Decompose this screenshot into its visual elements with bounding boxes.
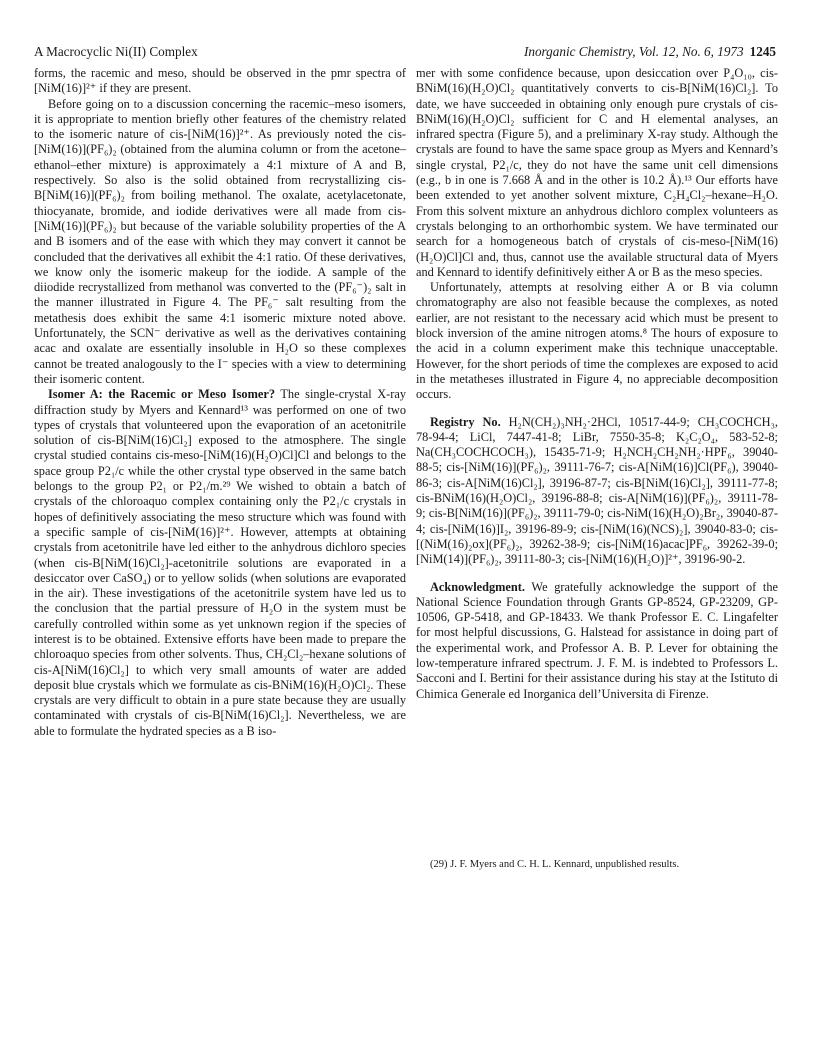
footnote-29: (29) J. F. Myers and C. H. L. Kennard, unpublished results. (430, 859, 680, 870)
running-title: A Macrocyclic Ni(II) Complex (34, 44, 198, 59)
acknowledgment-text: We gratefully acknowledge the support of the National Science Foundation through Grants GP-8524, GP-23209, GP-10506, GP-5418, and GP-18433. We thank Professor E. C. Lingafelter for most helpful discussions, G. Halstead for assistance in doing part of the experimental work, and Professor A. B. P. Lever for obtaining the low-temperature infrared spectrum. J. F. M. is indebted to Professors L. Sacconi and I. Bertini for their assistance during his stay at the Istituto di Chimica Generale ed Inorganica dell’Universita di Firenze. (416, 579, 778, 701)
right-column (416, 66, 778, 702)
section-heading-isomer-a: Isomer A: the Racemic or Meso Isomer? (48, 387, 276, 402)
running-header (34, 44, 776, 62)
paragraph-continuation-right: mer with some confidence because, upon desiccation over P₄O₁₀, cis-BNiM(16)(H₂O)Cl₂ quantitatively converts to cis-B[NiM(16)Cl₂]. To date, we have succeeded in obtaining only enough pure crystals of cis-BNiM(16)(H₂O)Cl₂ sufficient for C and H elemental analyses, an infrared spectra (Figure 5), and a preliminary X-ray study. Although the crystals are found to have the same space group as Myers and Kennard’s single crystal, P2₁/c, they do not have the same unit cell dimensions (e.g., b in one is 7.668 Å and in the other is 10.2 Å).¹³ Our efforts have been extended to yet another solvent mixture, C₂H₄Cl₂–hexane–H₂O. From this solvent mixture an anhydrous dichloro complex volunteers as crystals belonging to an orthorhombic system. We have terminated our search for a homogeneous batch of crystals of cis-meso-[NiM(16)(H₂O)Cl]Cl and, thus, cannot use the available structural data of Myers and Kennard to identify definitively either A or B as the meso species. (416, 66, 778, 279)
acknowledgment (416, 580, 778, 702)
journal-citation (524, 44, 776, 60)
paragraph-isomer-a (34, 387, 406, 739)
registry-heading: Registry No. (430, 414, 501, 429)
paragraph-isomer-chemistry: Before going on to a discussion concerning the racemic–meso isomers, it is appropriate to mention briefly other features of the chemistry related to the isomeric nature of cis-[NiM(16)]²⁺. As previously noted the cis-[NiM(16)](PF₆)₂ (obtained from the alumina column or from the acetone–ethanol–ether mixture) is approximately a 4:1 mixture of A and B, respectively. So also is the solid obtained from recrystallizing cis-B[NiM(16)](PF₆)₂ from boiling methanol. The oxalate, acetylacetonate, thiocyanate, bromide, and iodide derivatives were all made from cis-[NiM(16)](PF₆)₂ but because of the variable solubility properties of the A and B isomers and of the ease with which they may convert it cannot be concluded that the derivatives all exhibit the 4:1 ratio. Of these derivatives, we know only the isomeric makeup for the iodide. A sample of the diiodide recrystallized from methanol was converted to the (PF₆⁻)₂ salt in the manner illustrated in Figure 4. The PF₆⁻ salt resulting from the metathesis does exhibit the same 4:1 isomeric mixture noted above. Unfortunately, the SCN⁻ derivative as well as the derivatives containing acac and oxalate are essentially insoluble in H₂O so these complexes cannot be treated analogously to the I⁻ species with a view to determining their isomeric content. (34, 96, 406, 386)
paragraph-chromatography: Unfortunately, attempts at resolving either A or B via column chromatography are also not feasible because the complexes, as noted earlier, are not resistant to the necessary acid which must be present to block inversion of the amine nitrogen atoms.⁸ The hours of exposure to the acid in a column experiment make this technique unacceptable. However, for the short periods of time the complexes are exposed to acid in the metatheses illustrated in Figure 4, no appreciable decomposition occurs. (416, 280, 778, 402)
journal-name: Inorganic Chemistry, Vol. 12, No. 6, 1973 (523, 44, 744, 59)
isomer-a-text: The single-crystal X-ray diffraction study by Myers and Kennard¹³ was performed on one of two types of crystals that volunteered upon the evaporation of an acetonitrile solution of cis-B[NiM(16)Cl₂] exposed to the atmosphere. The single crystal studied contains cis-meso-[NiM(16)(H₂O)Cl]Cl and belongs to the space group P2₁/c while the other crystal type observed in the same batch belongs to the group P2₁ or P2₁/m.²⁹ We wished to obtain a batch of crystals of the chloroaquo complex containing only the P2₁/c crystals in hopes of definitively associating the meso structure which was found with a specific sample of cis-[NiM(16)]²⁺. However, attempts at obtaining crystals from acetonitrile have led either to the anhydrous dichloro species (when cis-B[NiM(16)Cl₂]-acetonitrile solutions are evaporated in a desiccator over CaSO₄) or to yellow solids (when solutions are evaporated in the air). These investigations of the acetonitrile system have led us to the conclusion that the partial pressure of H₂O in the system must be carefully controlled within some as yet unknown region if the species of interest is to be obtained. Extensive efforts have been made to prepare the chloroaquo species from other solvents. Thus, CH₂Cl₂–hexane solutions of cis-A[NiM(16)Cl₂] to which very small amounts of water are added deposit blue crystals which we formulate as cis-BNiM(16)(H₂O)Cl₂. These crystals are very difficult to obtain in a pure state because they are usually contaminated with crystals of cis-B[NiM(16)Cl₂]. Nevertheless, we are able to formulate the hydrated species as a B iso- (34, 387, 406, 738)
registry-text: H₂N(CH₂)₃NH₂·2HCl, 10517-44-9; CH₃COCHCH₃, 78-94-4; LiCl, 7447-41-8; LiBr, 7550-35-8; K₂C₂O₄, 583-52-8; Na(CH₃COCHCOCH₃), 15435-71-9; H₂NCH₂CH₂NH₂·HPF₆, 39040-88-5; cis-[NiM(16)](PF₆)₂, 39111-76-7; cis-A[NiM(16)]Cl(PF₆), 39040-86-3; cis-A[NiM(16)Cl₂], 39196-87-7; cis-B[NiM(16)Cl₂], 39111-77-8; cis-BNiM(16)(H₂O)Cl₂, 39196-88-8; cis-A[NiM(16)](PF₆)₂, 39111-78-9; cis-B[NiM(16)](PF₆)₂, 39111-79-0; cis-NiM(16)(H₂O)₂Br₂, 39040-87-4; cis-[NiM(16)]I₂, 39196-89-9; cis-[NiM(16)(NCS)₂], 39040-83-0; cis-[(NiM(16)₂ox](PF₆)₂, 39262-38-9; cis-[NiM(16)acac]PF₆, 39262-39-0; [NiM(14)](PF₆)₂, 39111-80-3; cis-[NiM(16)(H₂O)]²⁺, 39196-90-2. (416, 414, 778, 567)
acknowledgment-heading: Acknowledgment. (430, 579, 525, 594)
registry-numbers (416, 415, 778, 568)
left-column (34, 66, 406, 739)
page-number: 1245 (749, 44, 776, 59)
paragraph-continuation: forms, the racemic and meso, should be observed in the pmr spectra of [NiM(16)]²⁺ if they are present. (34, 66, 406, 96)
